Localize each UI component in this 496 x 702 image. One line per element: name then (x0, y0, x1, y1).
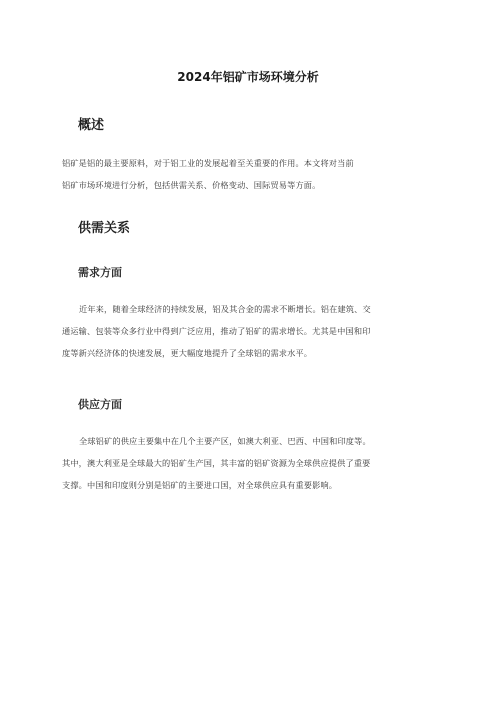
paragraph-line: 铝矿市场环境进行分析，包括供需关系、价格变动、国际贸易等方面。 (62, 180, 321, 190)
heading-demand: 需求方面 (78, 266, 122, 279)
paragraph-line: 通运输、包装等众多行业中得到广泛应用，推动了铝矿的需求增长。尤其是中国和印 (62, 326, 371, 336)
paragraph-line: 近年来，随着全球经济的持续发展，铝及其合金的需求不断增长。铝在建筑、交 (79, 304, 371, 314)
paragraph-line: 铝矿是铝的最主要原料，对于铝工业的发展起着至关重要的作用。本文将对当前 (62, 158, 354, 168)
paragraph-line: 支撑。中国和印度则分别是铝矿的主要进口国，对全球供应具有重要影响。 (62, 480, 338, 490)
heading-supply-demand: 供需关系 (78, 221, 131, 236)
heading-supply: 供应方面 (78, 398, 122, 411)
paragraph-line: 其中，澳大利亚是全球最大的铝矿生产国，其丰富的铝矿资源为全球供应提供了重要 (62, 458, 371, 468)
document-title: 2024年铝矿市场环境分析 (177, 70, 319, 84)
paragraph-demand (62, 298, 436, 364)
heading-overview: 概述 (78, 118, 105, 133)
paragraph-line: 全球铝矿的供应主要集中在几个主要产区，如澳大利亚、巴西、中国和印度等。 (79, 436, 371, 446)
paragraph-overview (62, 152, 436, 196)
paragraph-line: 度等新兴经济体的快速发展，更大幅度地提升了全球铝的需求水平。 (62, 348, 313, 358)
paragraph-supply (62, 430, 436, 496)
